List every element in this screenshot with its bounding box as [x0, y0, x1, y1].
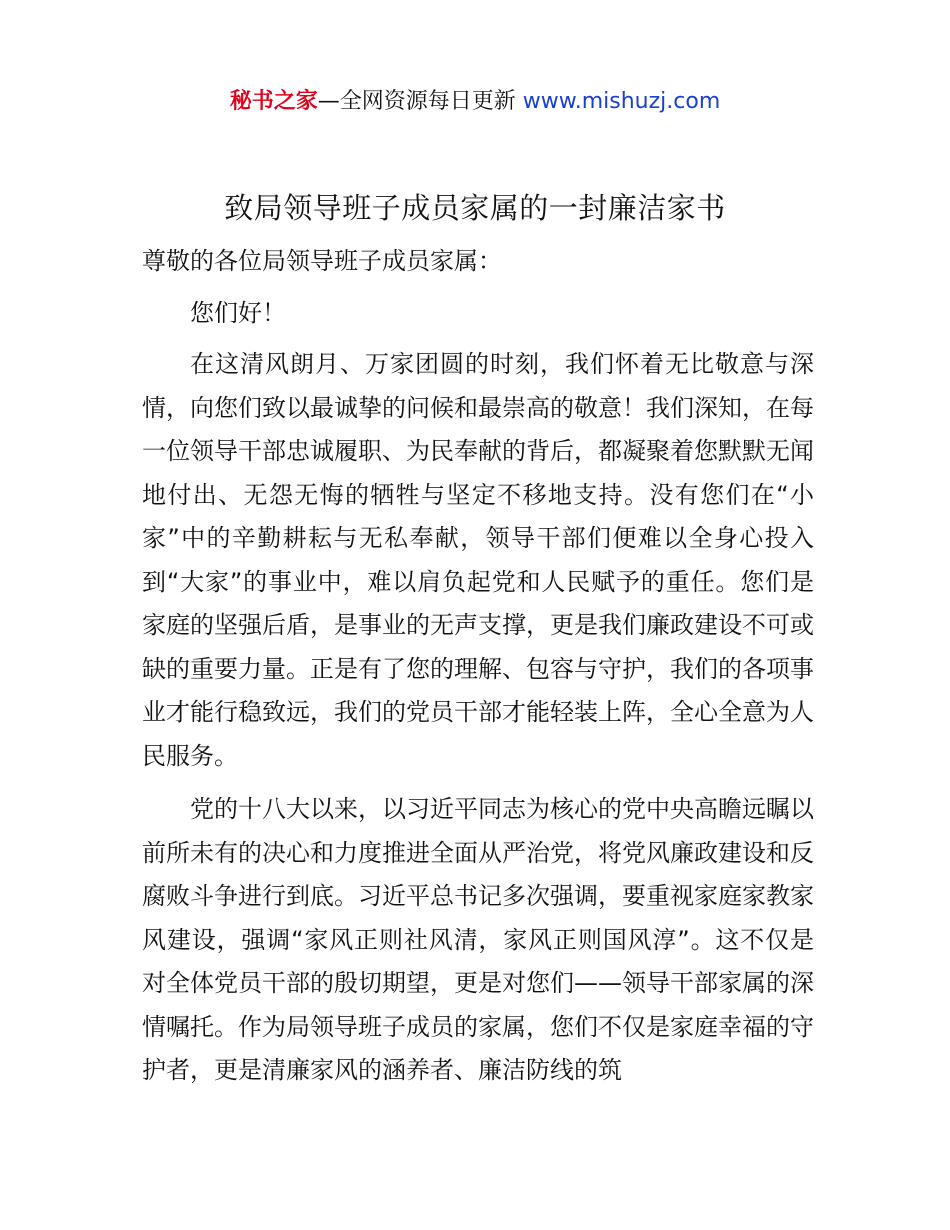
- site-brand: 秘书之家: [229, 89, 318, 114]
- greeting: 您们好！: [190, 298, 286, 327]
- site-header: [0, 86, 950, 118]
- salutation: 尊敬的各位局领导班子成员家属：: [142, 247, 502, 275]
- document-body: [142, 240, 814, 1093]
- paragraph-2: 党的十八大以来，以习近平同志为核心的党中央高瞻远瞩以前所未有的决心和力度推进全面从严治党，将党风廉政建设和反腐败斗争进行到底。习近平总书记多次强调，要重视家庭家教家风建设，强调“家风正则社风清，家风正则国风淳”。这不仅是对全体党员干部的殷切期望，更是对您们——领导干部家属的深情嘱托。作为局领导班子成员的家属，您们不仅是家庭幸福的守护者，更是清廉家风的涵养者、廉洁防线的筑: [142, 795, 814, 1084]
- document-title: 致局领导班子成员家属的一封廉洁家书: [224, 191, 726, 225]
- paragraph-1: 在这清风朗月、万家团圆的时刻，我们怀着无比敬意与深情，向您们致以最诚挚的问候和最崇高的敬意！我们深知，在每一位领导干部忠诚履职、为民奉献的背后，都凝聚着您默默无闻地付出、无怨无悔的牺牲与坚定不移地支持。没有您们在“小家”中的辛勤耕耘与无私奉献，领导干部们便难以全身心投入到“大家”的事业中，难以肩负起党和人民赋予的重任。您们是家庭的坚强后盾，是事业的无声支撑，更是我们廉政建设不可或缺的重要力量。正是有了您的理解、包容与守护，我们的各项事业才能行稳致远，我们的党员干部才能轻装上阵，全心全意为人民服务。: [142, 350, 814, 770]
- site-slogan: —全网资源每日更新: [317, 89, 516, 114]
- site-url-link[interactable]: www.mishuzj.com: [522, 89, 721, 114]
